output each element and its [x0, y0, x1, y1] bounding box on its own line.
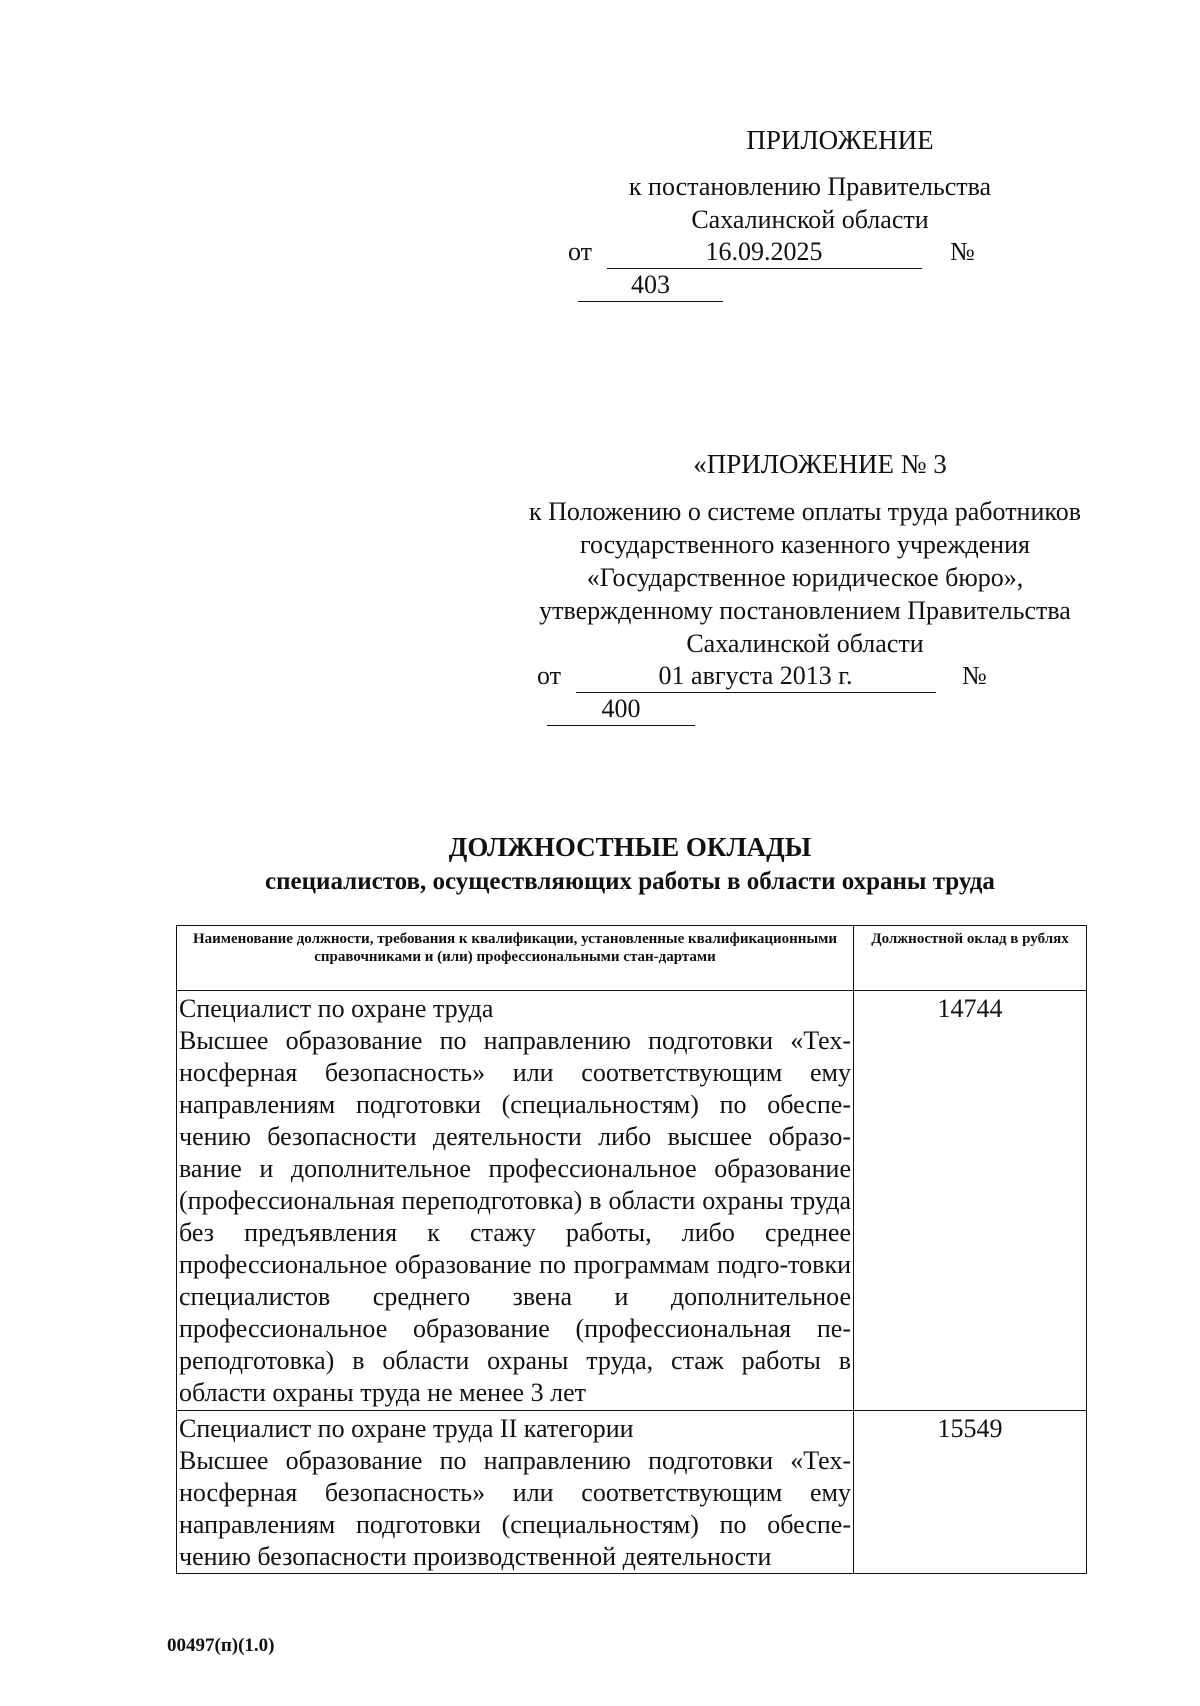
appendix-line-1: к постановлению Правительства — [628, 172, 992, 201]
table-row — [177, 1411, 1087, 1574]
annex3-line-4: утвержденному постановлением Правительства — [539, 596, 1071, 625]
position-cell — [177, 991, 854, 1411]
position-title: Специалист по охране труда — [179, 994, 494, 1023]
appendix-number-field: 403 — [578, 269, 723, 302]
annex3-number-field: 400 — [547, 693, 695, 726]
annex3-line-5: Сахалинской области — [686, 629, 924, 658]
appendix-decree-row — [568, 236, 1128, 302]
annex3-number-label: № — [962, 661, 987, 690]
annex3-line-2: государственного казенного учреждения — [580, 530, 1030, 559]
annex3-line-3: «Государственное юридическое бюро», — [586, 563, 1024, 592]
annex3-from-label: от — [537, 661, 562, 690]
salary-cell: 15549 — [854, 1411, 1087, 1574]
annex3-decree-row — [537, 660, 1137, 726]
appendix-number-label: № — [950, 237, 975, 266]
salary-table — [176, 925, 1087, 1574]
page-subtitle: специалистов, осуществляющих работы в области охраны труда — [265, 868, 995, 895]
header-salary: Должностной оклад в рублях — [854, 926, 1087, 991]
appendix-line-2: Сахалинской области — [691, 205, 929, 234]
appendix-title: ПРИЛОЖЕНИЕ — [746, 125, 934, 155]
header-position-requirements: Наименование должности, требования к квалификации, установленные квалификационными справочниками и (или) профессиональными стан-дартами — [177, 926, 854, 991]
appendix-from-label: от — [568, 237, 593, 266]
table-header-row — [177, 926, 1087, 991]
salary-cell: 14744 — [854, 991, 1087, 1411]
appendix-date-field: 16.09.2025 — [607, 236, 922, 269]
position-requirements: Высшее образование по направлению подготовки «Тех-носферная безопасность» или соответствующим ему направлениям подготовки (специальностям) по обеспе-чению безопасности деятельности либо высшее образо-вание и дополнительное профессиональное образование (профессиональная переподготовка) в области охраны труда без предъявления к стажу работы, либо среднее профессиональное образование по программам подго-товки специалистов среднего звена и дополнительное профессиональное образование (профессиональная пе-реподготовка) в области охраны труда, стаж работы в области охраны труда не менее 3 лет — [179, 1026, 851, 1407]
annex3-date-field: 01 августа 2013 г. — [576, 660, 936, 693]
annex3-title: «ПРИЛОЖЕНИЕ № 3 — [693, 449, 947, 479]
document-code: 00497(п)(1.0) — [167, 1635, 275, 1656]
position-requirements: Высшее образование по направлению подготовки «Тех-носферная безопасность» или соответствующим ему направлениям подготовки (специальностям) по обеспе-чению безопасности производственной деятельности — [179, 1446, 851, 1571]
table-row — [177, 991, 1087, 1411]
annex3-line-1: к Положению о системе оплаты труда работников — [529, 497, 1081, 526]
position-title: Специалист по охране труда II категории — [179, 1414, 634, 1443]
page-title: ДОЛЖНОСТНЫЕ ОКЛАДЫ — [448, 832, 812, 862]
position-cell — [177, 1411, 854, 1574]
